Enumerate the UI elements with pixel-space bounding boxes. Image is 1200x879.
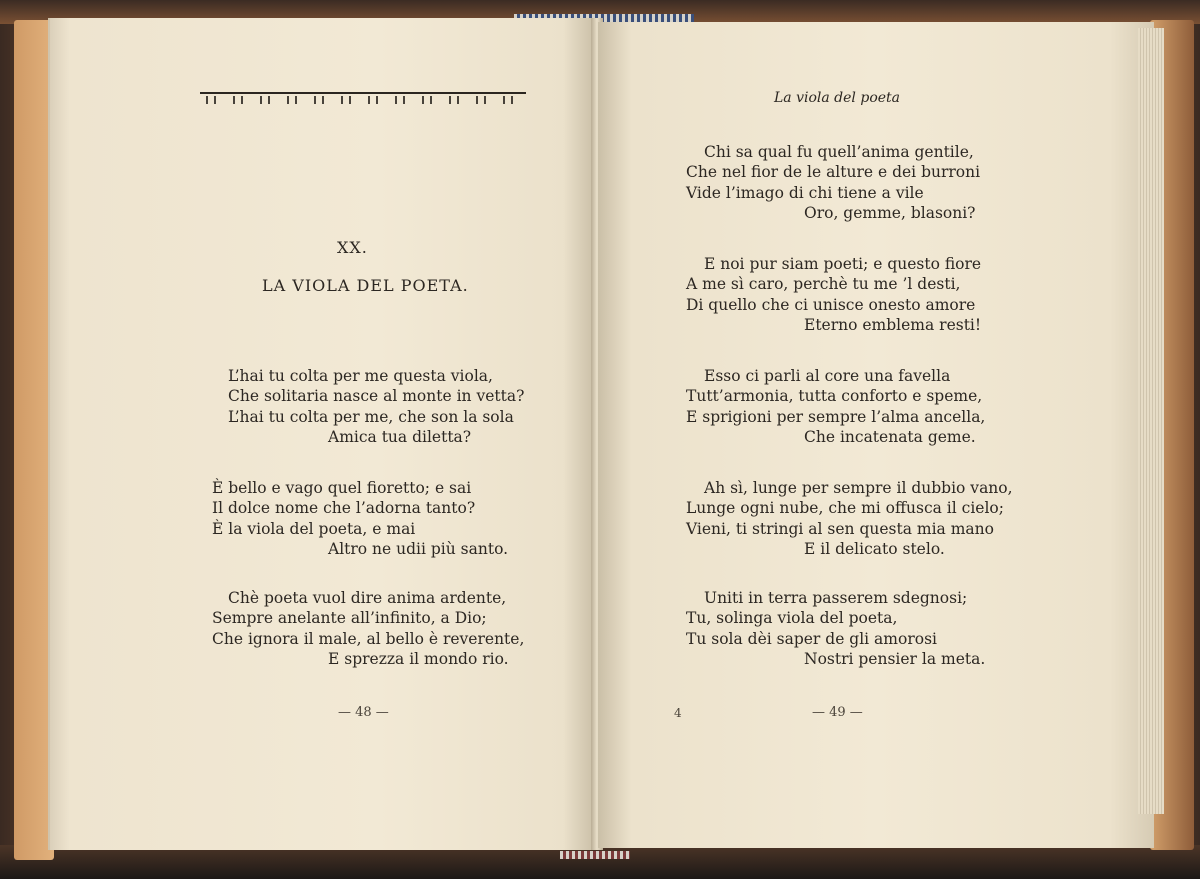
verse-line: Che ignora il male, al bello è reverente, <box>212 629 525 648</box>
verse-line: Altro ne udii più santo. <box>328 540 509 559</box>
verse-line: Esso ci parli al core una favella <box>704 367 951 385</box>
verse-line: A me sì caro, perchè tu me ’l desti, <box>686 275 961 294</box>
chapter-number: XX. <box>337 238 368 257</box>
verse-line: E sprezza il mondo rio. <box>328 650 509 669</box>
verse-line: L’hai tu colta per me questa viola, <box>228 367 493 385</box>
verse-line: Sempre anelante all’infinito, a Dio; <box>212 609 487 628</box>
verse-line: Vieni, ti stringi al sen questa mia mano <box>686 519 994 538</box>
stanza-right-5 <box>686 588 985 670</box>
stanza-right-4 <box>686 478 1013 560</box>
verse-line: Eterno emblema resti! <box>804 316 982 335</box>
verse-line: Che solitaria nasce al monte in vetta? <box>228 387 525 406</box>
verse-line: Uniti in terra passerem sdegnosi; <box>704 589 968 607</box>
verse-line: Tutt’armonia, tutta conforto e speme, <box>686 387 983 406</box>
verse-line: Lunge ogni nube, che mi offusca il cielo; <box>686 499 1004 518</box>
verse-line: Di quello che ci unisce onesto amore <box>686 295 976 314</box>
decorative-ornament-band <box>200 92 526 106</box>
verse-line: E noi pur siam poeti; e questo fiore <box>704 255 982 273</box>
verse-line: Che nel fior de le alture e dei burroni <box>686 163 981 182</box>
page-number-right: — 49 — <box>812 705 863 720</box>
page-edges <box>1138 28 1164 814</box>
verse-line: E sprigioni per sempre l’alma ancella, <box>686 407 986 426</box>
verse-line: Ah sì, lunge per sempre il dubbio vano, <box>704 479 1013 497</box>
running-head: La viola del poeta <box>774 90 901 106</box>
stanza-left-2 <box>212 478 508 560</box>
stanza-right-1 <box>686 142 980 224</box>
stanza-right-3 <box>686 366 985 448</box>
verse-line: E il delicato stelo. <box>804 540 945 559</box>
page-number-left: — 48 — <box>338 705 389 720</box>
stanza-left-3 <box>212 588 524 670</box>
verse-line: Chi sa qual fu quell’anima gentile, <box>704 143 974 161</box>
verse-line: Chè poeta vuol dire anima ardente, <box>228 589 507 607</box>
verse-line: Nostri pensier la meta. <box>804 650 986 669</box>
poem-title: LA VIOLA DEL POETA. <box>262 276 469 295</box>
verse-line: È la viola del poeta, e mai <box>212 519 416 538</box>
signature-mark: 4 <box>674 706 682 720</box>
verse-line: È bello e vago quel fioretto; e sai <box>212 479 472 497</box>
verse-line: Tu sola dèi saper de gli amorosi <box>686 629 937 648</box>
stanza-left-1 <box>228 366 524 448</box>
verse-line: Vide l’imago di chi tiene a vile <box>686 183 924 202</box>
verse-line: Tu, solinga viola del poeta, <box>686 609 898 628</box>
stanza-right-2 <box>686 254 981 336</box>
verse-line: Che incatenata geme. <box>804 428 976 447</box>
verse-line: Oro, gemme, blasoni? <box>804 204 976 223</box>
verse-line: L’hai tu colta per me, che son la sola <box>228 407 514 426</box>
verse-line: Amica tua diletta? <box>328 428 472 447</box>
verse-line: Il dolce nome che l’adorna tanto? <box>212 499 476 518</box>
headband-bottom <box>560 851 630 859</box>
